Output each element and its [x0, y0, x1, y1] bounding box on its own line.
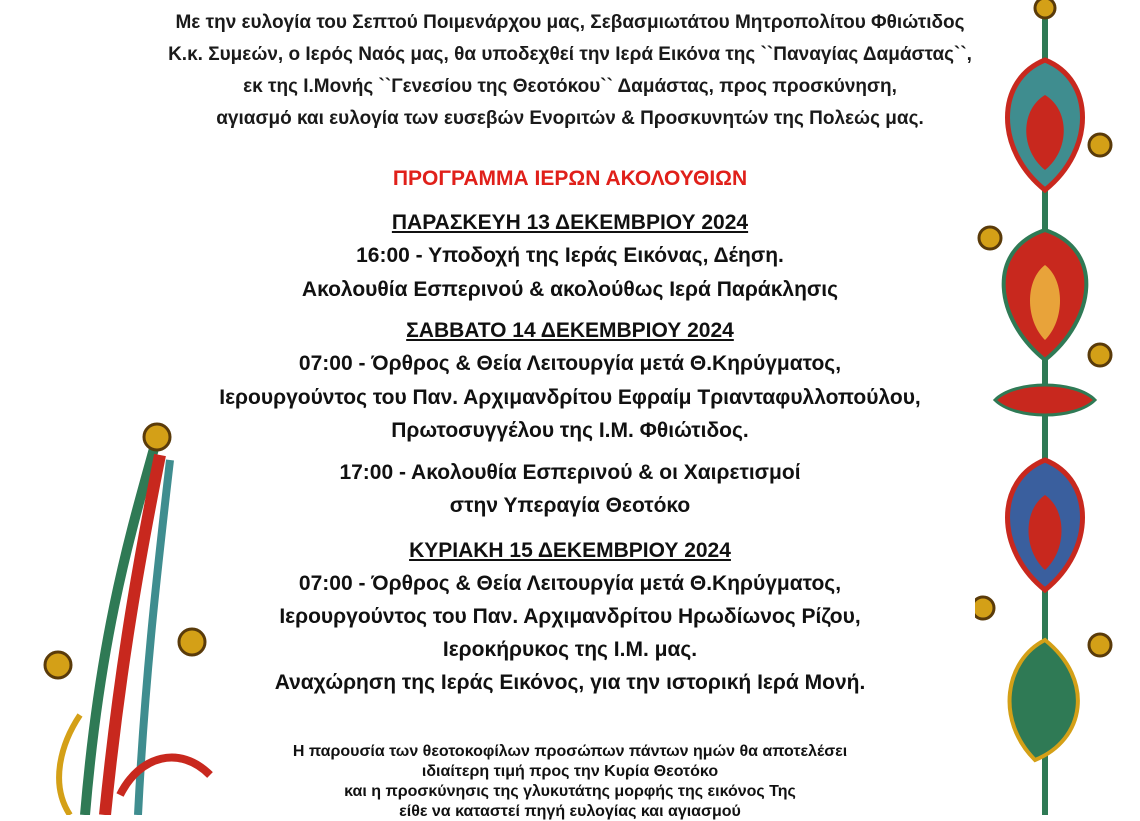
day-1-line-1: 16:00 - Υποδοχή της Ιεράς Εικόνας, Δέηση. — [356, 244, 784, 267]
day-2-line-4: 17:00 - Ακολουθία Εσπερινού & οι Χαιρετισμοί — [339, 461, 801, 484]
closing-line-2: ιδιαίτερη τιμή προς την Κυρία Θεοτόκο — [421, 763, 719, 780]
day-3-line-3: Ιεροκήρυκος της Ι.Μ. μας. — [442, 638, 698, 661]
closing-line-1: Η παρουσία των θεοτοκοφίλων προσώπων πάντων ημών θα αποτελέσει — [292, 743, 848, 760]
day-3-line-1: 07:00 - Όρθρος & Θεία Λειτουργία μετά Θ.Κηρύγματος, — [298, 572, 842, 595]
intro-line-1: Με την ευλογία του Σεπτού Ποιμενάρχου μας, Σεβασμιωτάτου Μητροπολίτου Φθιώτιδος — [175, 12, 965, 33]
day-2-line-1: 07:00 - Όρθρος & Θεία Λειτουργία μετά Θ.Κηρύγματος, — [298, 352, 842, 375]
intro-line-4: αγιασμό και ευλογία των ευσεβών Ενοριτών & Προσκυνητών της Πολεώς μας. — [216, 108, 924, 129]
day-2-line-2: Ιερουργούντος του Παν. Αρχιμανδρίτου Εφραίμ Τριανταφυλλοπούλου, — [219, 386, 921, 409]
day-2-line-5: στην Υπεραγία Θεοτόκο — [449, 494, 691, 517]
day-3-date: ΚΥΡΙΑΚΗ 15 ΔΕΚΕΜΒΡΙΟΥ 2024 — [409, 539, 731, 562]
intro-line-3: εκ της Ι.Μονής ``Γενεσίου της Θεοτόκου`` Δαμάστας, προς προσκύνηση, — [243, 76, 897, 97]
day-2-line-3: Πρωτοσυγγέλου της Ι.Μ. Φθιώτιδος. — [391, 419, 749, 442]
closing-line-3: και η προσκύνησις της γλυκυτάτης μορφής της εικόνος Της — [344, 783, 796, 800]
intro-line-2: Κ.κ. Συμεών, ο Ιερός Ναός μας, θα υποδεχθεί την Ιερά Εικόνα της ``Παναγίας Δαμάστας``, — [168, 44, 972, 65]
day-3-line-2: Ιερουργούντος του Παν. Αρχιμανδρίτου Ηρωδίωνος Ρίζου, — [279, 605, 861, 628]
day-1-date: ΠΑΡΑΣΚΕΥΗ 13 ΔΕΚΕΜΒΡΙΟΥ 2024 — [391, 211, 749, 234]
day-1-line-2: Ακολουθία Εσπερινού & ακολούθως Ιερά Παράκλησις — [301, 278, 839, 301]
program-title: ΠΡΟΓΡΑΜΜΑ ΙΕΡΩΝ ΑΚΟΛΟΥΘΙΩΝ — [392, 167, 748, 190]
closing-line-4: είθε να καταστεί πηγή ευλογίας και αγιασμού — [399, 803, 741, 820]
right-ornament-bead — [1089, 134, 1111, 156]
day-2-date: ΣΑΒΒΑΤΟ 14 ΔΕΚΕΜΒΡΙΟΥ 2024 — [406, 319, 734, 342]
day-3-line-4: Αναχώρηση της Ιεράς Εικόνος, για την ιστορική Ιερά Μονή. — [274, 671, 866, 694]
